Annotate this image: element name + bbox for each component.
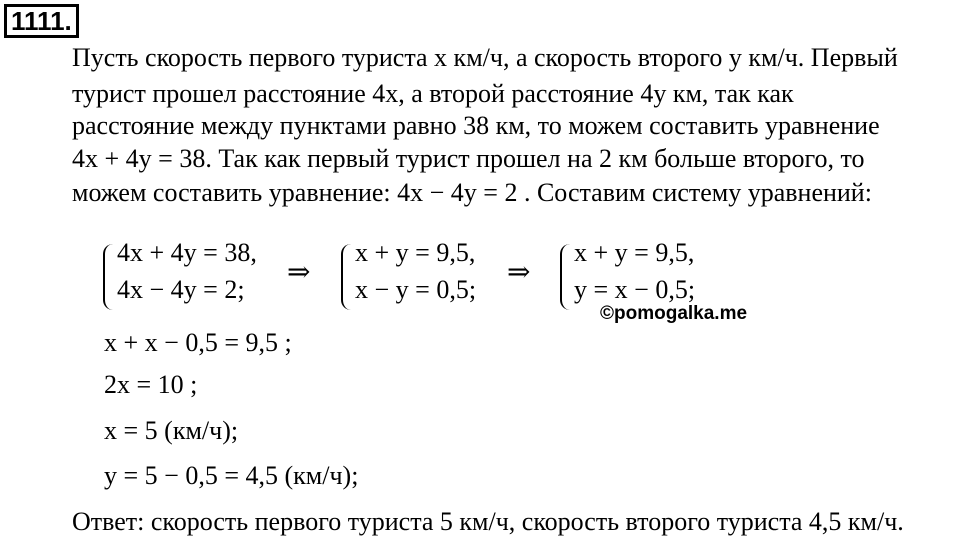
system-1-eq-1: 4x + 4y = 38, [117,238,257,267]
problem-number: 1111. [4,4,79,38]
system-2-eq-2: x − y = 0,5; [355,275,477,304]
text-line-2: турист прошел расстояние 4x, а второй расстояние 4y км, так как [72,79,794,108]
system-1-eq-2: 4x − 4y = 2; [117,275,245,304]
text-line-1: Пусть скорость первого туриста x км/ч, а скорость второго y км/ч. Первый [72,43,898,72]
system-1-brace [103,244,113,310]
implies-arrow-2: ⇒ [507,255,531,288]
implies-arrow-1: ⇒ [287,255,311,288]
system-3-brace [560,244,570,310]
system-2-brace [341,244,351,310]
step-1: x + x − 0,5 = 9,5 ; [104,328,292,357]
system-2-eq-1: x + y = 9,5, [355,238,476,267]
step-4: y = 5 − 0,5 = 4,5 (км/ч); [104,461,359,490]
answer-line: Ответ: скорость первого туриста 5 км/ч, скорость второго туриста 4,5 км/ч. [72,507,904,536]
text-line-5: можем составить уравнение: 4x − 4y = 2 . Составим систему уравнений: [72,178,872,207]
system-3-eq-1: x + y = 9,5, [574,238,695,267]
watermark: ©pomogalka.me [600,303,748,324]
step-2: 2x = 10 ; [104,370,198,399]
text-line-4: 4x + 4y = 38. Так как первый турист прошел на 2 км больше второго, то [72,144,865,173]
system-3-eq-2: y = x − 0,5; [574,275,696,304]
step-3: x = 5 (км/ч); [104,416,239,445]
text-line-3: расстояние между пунктами равно 38 км, то можем составить уравнение [72,111,880,140]
